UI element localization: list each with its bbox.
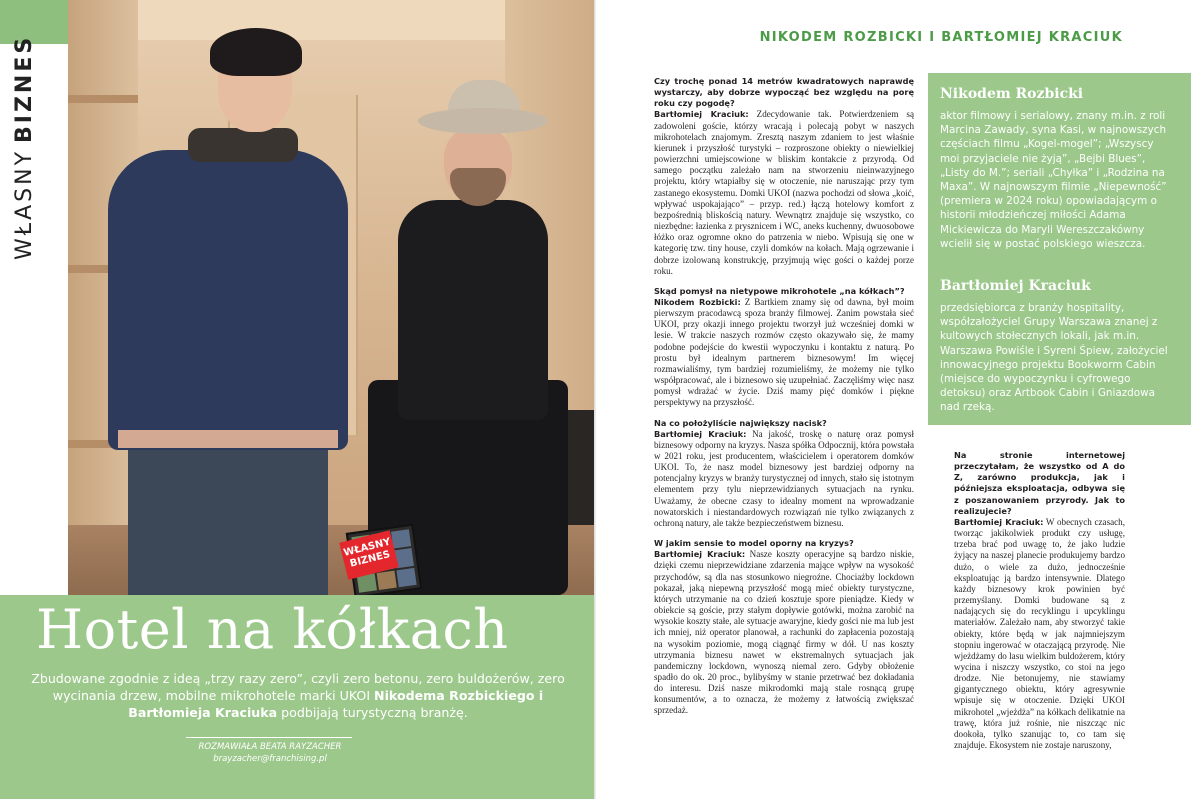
- interview-block: [654, 286, 914, 409]
- speaker-name: Bartłomiej Kraciuk:: [654, 109, 749, 120]
- byline-rule: [186, 737, 352, 738]
- hero-photo: [68, 0, 595, 595]
- cube-logo-badge: WŁASNY BIZNES: [339, 530, 399, 579]
- interview-block: [654, 418, 914, 530]
- article-title: Hotel na kółkach: [36, 598, 509, 661]
- interview-column-1: [654, 76, 914, 726]
- running-header: NIKODEM ROZBICKI I BARTŁOMIEJ KRACIUK: [759, 30, 1123, 45]
- speaker-name: Bartłomiej Kraciuk:: [654, 549, 746, 560]
- section-label-bold: BIZNES: [12, 34, 37, 143]
- bio-name: Nikodem Rozbicki: [940, 86, 1084, 102]
- interview-question: Czy trochę ponad 14 metrów kwadratowych naprawdę wystarczy, aby dobrze wypocząć bez względu na porę roku czy pogodę?: [654, 76, 914, 109]
- byline: [140, 741, 400, 765]
- bio-text: przedsiębiorca z branży hospitality, współzałożyciel Grupy Warszawa znanej z kultowych stołecznych lokali, jak m.in. Warszawa Powiśle i Syreni Śpiew, założyciel innowacyjnego projektu Bookworm Cabin (miejsce do wypoczynku i cyfrowego detoksu) oraz Artbook Cabin i Gniazdowa nad rzeką.: [940, 302, 1168, 414]
- interview-block: [954, 450, 1125, 751]
- interview-question: Na co położyliście największy nacisk?: [654, 417, 827, 428]
- section-label: [12, 35, 37, 260]
- interview-answer: Nasze koszty operacyjne są bardzo niskie, dzięki czemu nieprzewidziane zdarzenia mające wpływ na wysokość przychodów, są dla nas stosunkowo niegroźne. Chociażby lockdown pokazał, jaką niepewną przyszłość mogą mieć obiekty turystyczne, których utrzymanie na co dzień kosztuje spore pieniądze. Kiedy w obiekcie są goście, przy stałym dopływie gotówki, można zarobić na wysokie koszty stałe, ale sytuacje awaryjne, kiedy gości nie ma lub jest ich mniej, niż operator planował, a rachunki do zapłacenia pozostają na wysokim poziomie, mogą ciągnąć firmy w dół. U nas koszty utrzymania biznesu nawet w ekstremalnych sytuacjach jak pandemiczny lockdown, wynoszą niemal zero. Gdyby obłożenie spadło do ok. 20 proc., bylibyśmy w stanie przetrwać bez dokładania do interesu. Dziś nasze mikrodomki mają stale rosnącą grupę konsumentów, a to oznacza, że możemy z łatwością zwiększać sprzedaż.: [654, 549, 914, 716]
- lead-text-2: podbijają turystyczną branżę.: [277, 705, 468, 720]
- bio-text: aktor filmowy i serialowy, znany m.in. z roli Marcina Zawady, syna Kasi, w najnowszych częściach filmu „Kogel-mogel”; „Wszyscy moi przyjaciele nie żyją”, „Bejbi Blues”, „Listy do M.”; seriali „Chyłka” i „Rodzina na Maxa”. W najnowszym filmie „Niepewność” (premiera w 2024 roku) opowiadającym o historii młodzieńczej miłości Adama Mickiewicza do Maryli Wereszczakówny wcielił się w postać polskiego wieszcza.: [940, 110, 1167, 250]
- byline-author: ROZMAWIAŁA BEATA RAYZACHER: [198, 742, 342, 752]
- bio-name: Bartłomiej Kraciuk: [940, 278, 1091, 294]
- speaker-name: Nikodem Rozbicki:: [654, 296, 741, 307]
- article-lead: [28, 670, 568, 721]
- bio-box: [928, 73, 1191, 425]
- byline-email: brayzacher@franchising.pl: [213, 754, 327, 764]
- interview-answer: Na jakość, troskę o naturę oraz pomysł biznesowy odporny na kryzys. Nasza spółka Odpocznij, która powstała w 2021 roku, jest producentem, właścicielem i operatorem domków UKOI. To, że nasz model biznesowy jest bardziej odporny na potencjalny kryzys w branży turystycznej od innych, stało się istotnym elementem przy tylu nieprzewidzianych sytuacjach na rynku. Uważamy, że obecne czasy to idealny moment na wprowadzanie nowatorskich i niestandardowych rozwiązań nie tylko związanych z ochroną natury, ale także bezpieczeństwem biznesu.: [654, 428, 914, 528]
- interview-answer: Zdecydowanie tak. Potwierdzeniem są zadowoleni goście, którzy wracają i polecają pobyt w naszych mikrohotelach znajomym. Zresztą naszym zdaniem to jest właśnie kierunek i przyszłość turystyki – rozproszone obiekty o niewielkiej powierzchni umiejscowione w bliskim kontakcie z przyrodą. Od samego początku zależało nam na stworzeniu nieinwazyjnego projektu, który wtapiałby się w otoczenie, nie naruszając przy tym zastanego ekosystemu. Domki UKOI (nazwa pochodzi od słowa „koić, wpływać uspokajająco” – przyp. red.) łączą hotelowy komfort z bezpośrednią bliskością natury. Wewnątrz znajduje się wszystko, co niezbędne: łazienka z prysznicem i WC, aneks kuchenny, dwuosobowe łóżko oraz ogromne okno do patrzenia w niebo. Wpisują się one w kategorię tzw. tiny house, czyli domków na kołach. Mają ogrzewanie i dobrze izolowaną konstrukcję, przyjmują więc gości o każdej porze roku.: [654, 109, 914, 276]
- lead-authors: Nikodema Rozbickiego i Bartłomieja Kraciuka: [128, 688, 544, 720]
- speaker-name: Bartłomiej Kraciuk:: [654, 428, 747, 439]
- left-page: [0, 0, 595, 799]
- section-label-light: WŁASNY: [12, 148, 37, 260]
- interview-answer: Z Bartkiem znamy się od dawna, był moim pierwszym pracodawcą spoza branży filmowej. Zanim powstała sieć UKOI, przy okazji innego projektu tworzył już wcześniej domki w lesie. W trakcie naszych rozmów często okazywało się, że mamy podobne podejście do kwestii wypoczynku i kontaktu z naturą. Po prostu był idealnym partnerem biznesowym! Im więcej rozmawialiśmy, tym bardziej rozumieliśmy, że możemy nie tylko współpracować, ale i biznesowo się uzupełniać. Zaczęliśmy więc nasz pomysł wdrażać w życie. Dziś mamy pięć domków i piękne perspektywy na przyszłość.: [654, 296, 915, 408]
- interview-block: [654, 538, 914, 717]
- lead-text-1: Zbudowane zgodnie z ideą „trzy razy zero”, czyli zero betonu, zero buldożerów, zero wycinania drzew, mobilne mikrohotele marki UKOI: [31, 671, 565, 703]
- interview-block: [654, 76, 914, 277]
- interview-column-2: [954, 450, 1125, 760]
- interview-answer: W obecnych czasach, tworząc jakikolwiek produkt czy usługę, trzeba brać pod uwagę to, że jako ludzie żyjący na naszej planecie produkujemy bardzo dużo, o wiele za dużo, jednocześnie eksploatując ją bardzo intensywnie. Dlatego każdy biznesowy krok powinien być przemyślany. Domki budowane są z nadających się do recyklingu i upcyklingu materiałów. Zależało nam, aby stworzyć takie obiekty, które będą w jak najmniejszym stopniu ingerować w otaczającą przyrodę. Nie wjeżdżamy do lasu wielkim buldożerem, który wycina i niszczy wszystko, co stoi na jego drodze. Nie betonujemy, nie stawiamy gigantycznego obiektu, który agresywnie wpisuje się w otoczenie. Dzięki UKOI mikrohotel „wjeżdża” na kółkach delikatnie na trawę, która już rośnie, nie niszcząc nic dookoła, tylko szanując to, co tam się znajduje. Ekosystem nie zostaje naruszony,: [954, 516, 1125, 751]
- interview-question: Na stronie internetowej przeczytałam, że wszystko od A do Z, zarówno produkcja, jak i późniejsza eksploatacja, odbywa się z poszanowaniem przyrody. Jak to realizujecie?: [954, 450, 1125, 516]
- speaker-name: Bartłomiej Kraciuk:: [954, 516, 1044, 527]
- interview-question: Skąd pomysł na nietypowe mikrohotele „na kółkach”?: [654, 285, 905, 296]
- interview-question: W jakim sensie to model oporny na kryzys?: [654, 538, 854, 549]
